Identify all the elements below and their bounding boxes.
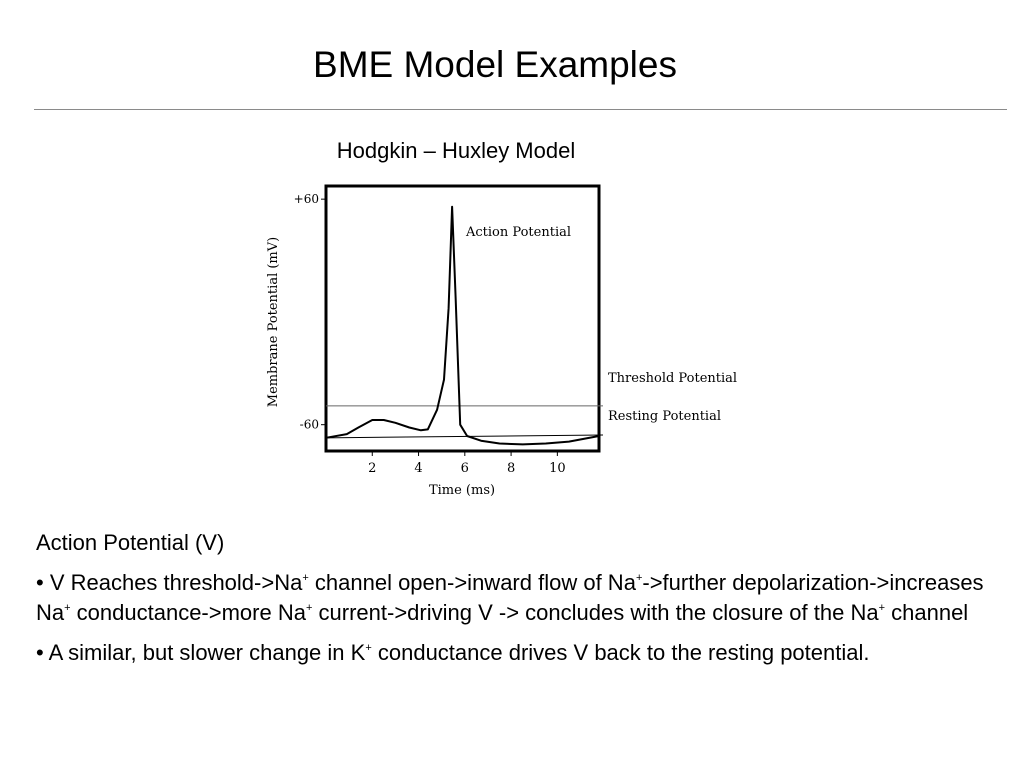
bullet-potassium-conductance: • A similar, but slower change in K+ conductance drives V back to the resting potential. [36,640,870,665]
y-tick-label: +60 [293,192,319,207]
x-tick-label: 10 [549,461,566,476]
bullet-sodium-channel: • V Reaches threshold->Na+ channel open->inward flow of Na+->further depolarization->increases Na+ conductance->more Na+ current->driving V -> concludes with the closure of the Na+ channel [36,570,984,625]
x-tick-label: 6 [460,461,469,476]
y-axis-label: Membrane Potential (mV) [266,236,281,408]
resting-line [326,435,603,438]
x-tick-label: 8 [506,461,516,476]
chart-subtitle: Hodgkin – Huxley Model [336,138,576,163]
annotation-threshold-potential: Threshold Potential [608,371,738,386]
annotation-resting-potential: Resting Potential [608,409,721,424]
membrane-potential-trace [326,207,599,445]
x-tick-label: 2 [368,461,377,476]
y-tick-label: -60 [299,417,319,432]
annotation-action-potential: Action Potential [466,225,572,240]
body-heading: Action Potential (V) [36,530,225,555]
x-tick-label: 4 [414,461,423,476]
body-text [36,528,986,678]
slide-title: BME Model Examples [313,44,677,85]
x-axis-label: Time (ms) [428,483,496,498]
